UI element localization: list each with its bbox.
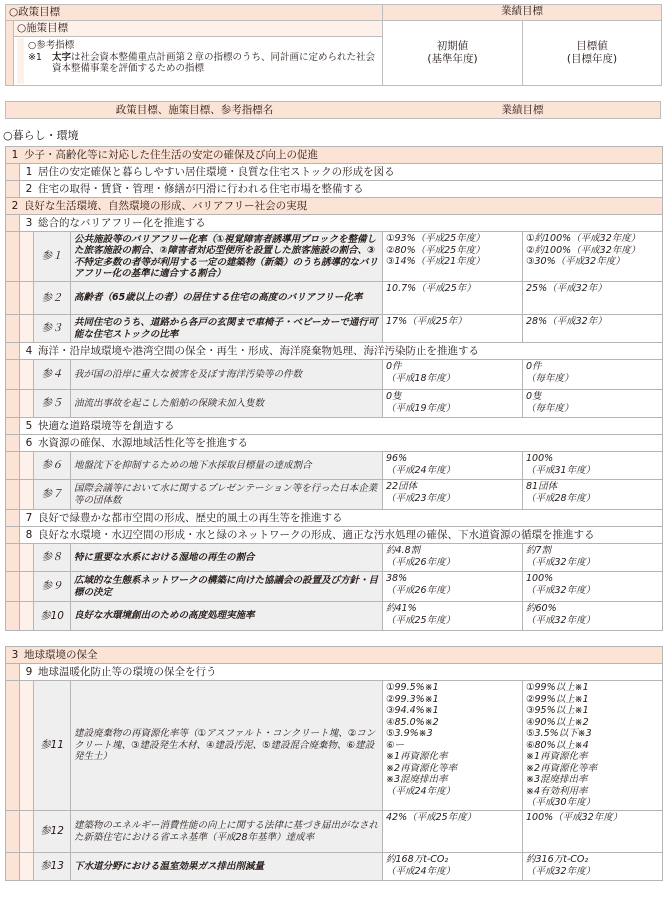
target-value-line: ②99%以上※1 — [526, 693, 589, 705]
target-value-line: ①99%以上※1 — [526, 682, 589, 693]
initial-value-cell — [383, 315, 523, 343]
main-header — [5, 101, 661, 119]
legend-perf-label: 業績目標 — [383, 5, 662, 21]
policy-goal-cell — [6, 198, 663, 215]
reference-indicator-row — [6, 853, 663, 881]
initial-value-line: （平成19年度） — [386, 402, 456, 414]
measure-goal-row — [6, 215, 663, 232]
measure-goal-cell — [20, 527, 663, 544]
ref-indicator-name: 地盤沈下を抑制するための地下水採取目標量の達成割合 — [71, 452, 383, 480]
ref-indicator-name: 油流出事故を起こした船舶の保険未加入隻数 — [71, 390, 383, 418]
measure-goal-text: 地球温暖化防止等の環境の保全を行う — [38, 665, 217, 678]
legend-ref-cell — [14, 37, 383, 86]
ref-indicator-name: 特に重要な水系における湿地の再生の割合 — [71, 544, 383, 572]
initial-value-line: 96% — [386, 453, 408, 464]
initial-value-line: ②99.3%※1 — [386, 693, 439, 705]
target-value-line: ※3混廃排出率 — [526, 774, 588, 785]
measure-goal-text: 水資源の確保、水源地域活性化等を推進する — [38, 436, 248, 449]
reference-indicator-row — [6, 452, 663, 480]
target-value-line: ①約100%（平成32年度） — [526, 233, 641, 244]
ref-indicator-name: 我が国の沿岸に重大な被害を及ぼす海洋汚染等の件数 — [71, 360, 383, 390]
initial-value-cell — [383, 480, 523, 510]
initial-value-line: 22団体 — [386, 481, 418, 492]
ref-number: 参９ — [34, 572, 71, 602]
policy-goal-num: 3 — [11, 648, 19, 661]
target-value-cell — [523, 232, 663, 282]
target-value-line: （平成32年度） — [526, 584, 596, 596]
measure-goal-cell — [20, 343, 663, 360]
target-value-line: （平成32年度） — [526, 556, 596, 568]
target-value-line: 0隻 — [526, 391, 542, 402]
ref-number: 参10 — [34, 602, 71, 631]
target-value-cell — [523, 315, 663, 343]
measure-goal-row — [6, 418, 663, 435]
initial-value-line: ⑥ー — [386, 739, 405, 751]
measure-goal-num: 2 — [25, 182, 33, 195]
measure-goal-row — [6, 664, 663, 681]
initial-value-cell — [383, 390, 523, 418]
initial-value-cell — [383, 572, 523, 602]
initial-value-line: 約168万t-CO₂ — [386, 854, 449, 865]
reference-indicator-row — [6, 390, 663, 418]
measure-goal-row — [6, 343, 663, 360]
reference-indicator-row — [6, 480, 663, 510]
initial-value-cell — [383, 681, 523, 811]
reference-indicator-row — [6, 602, 663, 631]
target-value-cell — [523, 544, 663, 572]
measure-goal-text: 総合的なバリアフリー化を推進する — [38, 216, 206, 229]
initial-value-line: ※2再資源化等率 — [386, 762, 458, 774]
legend-measure-label: ○施策目標 — [14, 21, 383, 37]
measure-goal-num: 3 — [25, 216, 33, 229]
target-value-line: 100% — [526, 453, 554, 464]
policy-goal-num: 1 — [11, 148, 19, 161]
policy-goal-row — [6, 647, 663, 664]
initial-value-line: （平成24年度） — [386, 464, 456, 476]
measure-goal-num: 9 — [25, 665, 33, 678]
policy-goal-cell — [6, 147, 663, 164]
spacer-row — [6, 631, 663, 647]
initial-value-line: （平成23年度） — [386, 492, 456, 504]
target-value-line: ③95%以上※1 — [526, 705, 589, 716]
target-value-cell — [523, 853, 663, 881]
policy-goal-row — [6, 147, 663, 164]
ref-number: 参11 — [34, 681, 71, 811]
target-value-cell — [523, 572, 663, 602]
measure-goal-row — [6, 435, 663, 452]
initial-value-line: 約41% — [386, 603, 417, 614]
measure-goal-text: 海洋・沿岸域環境や港湾空間の保全・再生・形成、海洋廃棄物処理、海洋汚染防止を推進する — [38, 344, 479, 357]
initial-value-line: ②80%（平成25年度） — [386, 244, 485, 256]
main-header-right: 業績目標 — [501, 104, 544, 116]
measure-goal-text: 良好で緑豊かな都市空間の形成、歴史的風土の再生等を推進する — [38, 511, 343, 524]
target-value-line: ⑥80%以上※4 — [526, 739, 589, 751]
target-value-line: （平成31年度） — [526, 464, 596, 476]
initial-value-cell — [383, 853, 523, 881]
initial-value-cell — [383, 602, 523, 631]
ref-indicator-name: 公共施設等のバリアフリー化率（①視覚障害者誘導用ブロックを整備した旅客施設の割合、②障害者対応型便所を設置した旅客施設の割合、③不特定多数の者等が利用する一定の建築物（新築）のうち誘導的なバリアフリー化の基準に適合する割合） — [71, 232, 383, 282]
measure-goal-cell — [20, 418, 663, 435]
ref-number: 参12 — [34, 811, 71, 853]
legend-target-label: 目標値 — [576, 40, 608, 52]
policy-goal-row — [6, 198, 663, 215]
initial-value-line: （平成26年度） — [386, 584, 456, 596]
legend-note-bold: 太字 — [51, 51, 71, 63]
legend-initial-sub: (基準年度) — [427, 53, 478, 65]
target-value-line: ③30%（平成32年度） — [526, 256, 625, 267]
initial-value-cell — [383, 811, 523, 853]
measure-goal-cell — [20, 181, 663, 198]
reference-indicator-row — [6, 360, 663, 390]
measure-goal-row — [6, 527, 663, 544]
target-value-line: （平成32年度） — [526, 614, 596, 626]
target-value-line: ※4有効利用率 — [526, 785, 588, 797]
ref-indicator-name: 高齢者（65歳以上の者）の居住する住宅の高度のバリアフリー化率 — [71, 282, 383, 315]
ref-number: 参７ — [34, 480, 71, 510]
measure-goal-row — [6, 164, 663, 181]
legend-initial-cell — [383, 21, 523, 86]
target-value-line: 約60% — [526, 603, 557, 614]
target-value-line: 100% — [526, 573, 554, 584]
target-value-cell — [523, 282, 663, 315]
ref-indicator-name: 建設廃棄物の再資源化率等（①アスファルト・コンクリート塊、②コンクリート塊、③建設発生木材、④建設汚泥、⑤建設混合廃棄物、⑥建設発生土） — [71, 681, 383, 811]
initial-value-line: 0隻 — [386, 391, 402, 402]
target-value-line: ⑤3.5%以下※3 — [526, 728, 592, 739]
legend-table — [5, 4, 662, 86]
ref-number: 参４ — [34, 360, 71, 390]
measure-goal-num: 1 — [25, 165, 33, 178]
target-value-line: 約7割 — [526, 545, 552, 556]
reference-indicator-row — [6, 544, 663, 572]
ref-indicator-name: 共同住宅のうち、道路から各戸の玄関まで車椅子・ベビーカーで通行可能な住宅ストックの比率 — [71, 315, 383, 343]
initial-value-line: 42%（平成25年度） — [386, 812, 477, 823]
initial-value-line: ①99.5%※1 — [386, 682, 439, 693]
target-value-line: 約316万t-CO₂ — [526, 854, 589, 865]
measure-goal-text: 快適な道路環境等を創造する — [38, 419, 175, 432]
ref-number: 参13 — [34, 853, 71, 881]
initial-value-line: ③14%（平成21年度） — [386, 256, 485, 267]
reference-indicator-row — [6, 681, 663, 811]
legend-target-cell — [523, 21, 662, 86]
measure-goal-num: 4 — [25, 344, 33, 357]
legend-note-mark: ※1 — [27, 51, 42, 63]
measure-goal-num: 8 — [25, 528, 33, 541]
measure-goal-row — [6, 510, 663, 527]
legend-initial-label: 初期値 — [436, 40, 469, 52]
target-value-cell — [523, 390, 663, 418]
policy-goal-text: 地球環境の保全 — [24, 648, 98, 661]
target-value-line: 28%（平成32年） — [526, 316, 607, 327]
policy-goal-cell — [6, 647, 663, 664]
legend-note-text — [52, 52, 375, 75]
main-header-left: 政策目標、施策目標、参考指標名 — [115, 104, 274, 116]
ref-indicator-name: 下水道分野における温室効果ガス排出削減量 — [71, 853, 383, 881]
measure-goal-cell — [20, 164, 663, 181]
measure-goal-num: 7 — [25, 511, 33, 524]
ref-indicator-name: 国際会議等において水に関するプレゼンテーション等を行った日本企業等の団体数 — [71, 480, 383, 510]
initial-value-line: ①93%（平成25年度） — [386, 233, 485, 244]
initial-value-line: 約4.8割 — [386, 545, 421, 556]
target-value-line: 0件 — [526, 361, 542, 372]
ref-number: 参２ — [34, 282, 71, 315]
initial-value-line: （平成26年度） — [386, 556, 456, 568]
target-value-cell — [523, 602, 663, 631]
measure-goal-row — [6, 181, 663, 198]
indicator-table — [5, 146, 663, 881]
ref-number: 参６ — [34, 452, 71, 480]
initial-value-cell — [383, 232, 523, 282]
initial-value-cell — [383, 452, 523, 480]
policy-goal-num: 2 — [11, 199, 19, 212]
ref-indicator-name: 建築物のエネルギー消費性能の向上に関する法律に基づき届出がなされた新築住宅における省エネ基準（平成28年基準）達成率 — [71, 811, 383, 853]
target-value-cell — [523, 360, 663, 390]
reference-indicator-row — [6, 315, 663, 343]
initial-value-line: 0件 — [386, 361, 402, 372]
ref-number: 参５ — [34, 390, 71, 418]
ref-number: 参８ — [34, 544, 71, 572]
measure-goal-text: 良好な水環境・水辺空間の形成・水と緑のネットワークの形成、適正な汚水処理の確保、下水道資源の循環を推進する — [38, 528, 595, 541]
policy-goal-text: 少子・高齢化等に対応した住生活の安定の確保及び向上の促進 — [24, 148, 318, 161]
ref-number: 参３ — [34, 315, 71, 343]
ref-indicator-name: 広域的な生態系ネットワークの構築に向けた協議会の設置及び方針・目標の決定 — [71, 572, 383, 602]
target-value-line: 81団体 — [526, 481, 558, 492]
target-value-line: ※2再資源化等率 — [526, 762, 598, 774]
initial-value-cell — [383, 360, 523, 390]
legend-ref-label: ○参考指標 — [27, 40, 75, 51]
initial-value-line: ④85.0%※2 — [386, 716, 439, 728]
target-value-line: ②約100%（平成32年度） — [526, 244, 641, 256]
reference-indicator-row — [6, 232, 663, 282]
policy-goal-text: 良好な生活環境、自然環境の形成、バリアフリー社会の実現 — [24, 199, 308, 212]
target-value-line: （平成30年度） — [526, 797, 596, 808]
target-value-line: （平成28年度） — [526, 492, 596, 504]
ref-indicator-name: 良好な水環境創出のための高度処理実施率 — [71, 602, 383, 631]
initial-value-line: 17%（平成25年） — [386, 316, 467, 327]
initial-value-line: （平成24年度） — [386, 865, 456, 877]
measure-goal-num: 5 — [25, 419, 33, 432]
legend-target-sub: (目標年度) — [566, 53, 618, 65]
reference-indicator-row — [6, 572, 663, 602]
target-value-cell — [523, 681, 663, 811]
category-label: ○暮らし・環境 — [3, 129, 79, 142]
target-value-line: （毎年度） — [526, 372, 574, 384]
target-value-cell — [523, 480, 663, 510]
initial-value-line: 38% — [386, 573, 408, 584]
initial-value-line: ③94.4%※1 — [386, 705, 439, 716]
initial-value-line: （平成25年度） — [386, 614, 456, 626]
target-value-line: （平成32年度） — [526, 865, 596, 877]
measure-goal-text: 住宅の取得・賃貸・管理・修繕が円滑に行われる住宅市場を整備する — [38, 182, 364, 195]
target-value-line: 25%（平成32年） — [526, 283, 607, 294]
measure-goal-text: 居住の安定確保と暮らしやすい居住環境・良質な住宅ストックの形成を図る — [38, 165, 395, 178]
target-value-cell — [523, 452, 663, 480]
ref-number: 参１ — [34, 232, 71, 282]
initial-value-line: 10.7%（平成25年） — [386, 283, 476, 294]
target-value-line: ④90%以上※2 — [526, 716, 589, 728]
initial-value-cell — [383, 544, 523, 572]
target-value-cell — [523, 811, 663, 853]
target-value-line: ※1再資源化率 — [526, 751, 588, 762]
reference-indicator-row — [6, 282, 663, 315]
measure-goal-cell — [20, 664, 663, 681]
target-value-line: （毎年度） — [526, 402, 574, 414]
initial-value-line: ※3混廃排出率 — [386, 774, 448, 785]
initial-value-line: ⑤3.9%※3 — [386, 728, 433, 739]
initial-value-cell — [383, 282, 523, 315]
measure-goal-cell — [20, 510, 663, 527]
legend-note-rest: は社会資本整備重点計画第２章の指標のうち、同計画に定められた社会資本整備事業を評価するための指標 — [51, 51, 375, 74]
measure-goal-cell — [20, 215, 663, 232]
initial-value-line: ※1再資源化率 — [386, 751, 448, 762]
target-value-line: 100%（平成32年度） — [526, 812, 623, 823]
initial-value-line: （平成18年度） — [386, 372, 456, 384]
measure-goal-num: 6 — [25, 436, 33, 449]
legend-policy-label: ○政策目標 — [6, 5, 383, 21]
measure-goal-cell — [20, 435, 663, 452]
reference-indicator-row — [6, 811, 663, 853]
initial-value-line: （平成24年度） — [386, 785, 456, 797]
